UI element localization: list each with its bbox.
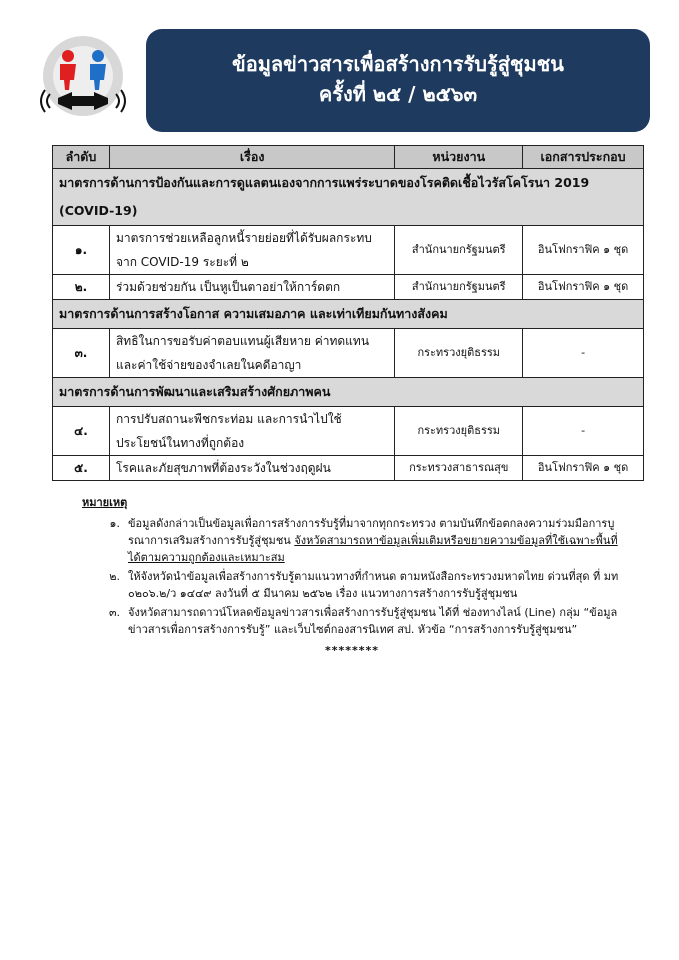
section-title: มาตรการด้านการป้องกันและการดูแลตนเองจากการแพร่ระบาดของโรคติดเชื้อไวรัสโคโรนา 2019 (COVID-19) <box>53 169 644 226</box>
row-attachment: อินโฟกราฟิค ๑ ชุด <box>523 456 644 481</box>
note-item <box>82 568 622 602</box>
notes-heading: หมายเหตุ <box>82 496 128 509</box>
title-banner <box>146 29 650 132</box>
row-number: ๒. <box>53 275 110 300</box>
row-topic: มาตรการช่วยเหลือลูกหนี้รายย่อยที่ได้รับผลกระทบจาก COVID-19 ระยะที่ ๒ <box>109 226 394 275</box>
note-number: ๑. <box>109 517 120 530</box>
col-header-topic: เรื่อง <box>109 146 394 169</box>
row-topic: การปรับสถานะพืชกระท่อม และการนำไปใช้ประโยชน์ในทางที่ถูกต้อง <box>109 407 394 456</box>
note-number: ๓. <box>108 606 120 619</box>
table-row <box>53 456 644 481</box>
note-item <box>82 515 622 566</box>
section-row <box>53 300 644 329</box>
note-number: ๒. <box>109 570 120 583</box>
row-number: ๔. <box>53 407 110 456</box>
row-agency: กระทรวงสาธารณสุข <box>395 456 523 481</box>
note-text: จังหวัดสามารถดาวน์โหลดข้อมูลข่าวสารเพื่อสร้างการรับรู้สู่ชุมชน ได้ที่ ช่องทางไลน์ (Line) กลุ่ม “ข้อมูลข่าวสารเพื่อการสร้างการรับรู้” และเว็บไซต์กองสารนิเทศ สป. หัวข้อ “การสร้างการรับรู้สู่ชุมชน” <box>128 606 618 636</box>
col-header-attachment: เอกสารประกอบ <box>523 146 644 169</box>
row-agency: กระทรวงยุติธรรม <box>395 329 523 378</box>
row-number: ๑. <box>53 226 110 275</box>
section-title: มาตรการด้านการสร้างโอกาส ความเสมอภาค และเท่าเทียมกันทางสังคม <box>53 300 644 329</box>
row-number: ๓. <box>53 329 110 378</box>
section-row <box>53 378 644 407</box>
row-agency: สำนักนายกรัฐมนตรี <box>395 275 523 300</box>
row-attachment: อินโฟกราฟิค ๑ ชุด <box>523 275 644 300</box>
note-text-main: ข้อมูลดังกล่าวเป็นข้อมูลเพื่อการสร้างการรับรู้ที่มาจากทุกกระทรวง ตามบันทึกข้อตกลงความร่วมมือการบูรณาการเสริมสร้างการรับรู้สู่ชุมชน <box>128 517 615 547</box>
row-agency: กระทรวงยุติธรรม <box>395 407 523 456</box>
table-header-row <box>53 146 644 169</box>
row-topic: โรคและภัยสุขภาพที่ต้องระวังในช่วงฤดูฝน <box>109 456 394 481</box>
note-text-underlined: จังหวัดสามารถหาข้อมูลเพิ่มเติมหรือขยายความข้อมูลที่ใช้เฉพาะพื้นที่ได้ตามความถูกต้องและเหมาะสม <box>128 534 618 564</box>
row-topic: สิทธิในการขอรับค่าตอบแทนผู้เสียหาย ค่าทดแทนและค่าใช้จ่ายของจำเลยในคดีอาญา <box>109 329 394 378</box>
row-attachment: - <box>523 329 644 378</box>
col-header-order: ลำดับ <box>53 146 110 169</box>
row-attachment: อินโฟกราฟิค ๑ ชุด <box>523 226 644 275</box>
note-text <box>128 515 622 566</box>
page-title: ข้อมูลข่าวสารเพื่อสร้างการรับรู้สู่ชุมชน <box>232 52 564 76</box>
logo <box>30 32 136 128</box>
row-number: ๕. <box>53 456 110 481</box>
note-text: ให้จังหวัดนำข้อมูลเพื่อสร้างการรับรู้ตามแนวทางที่กำหนด ตามหนังสือกระทรวงมหาดไทย ด่วนที่สุด ที่ มท ๐๒๐๖.๒/ว ๑๔๔๙ ลงวันที่ ๕ มีนาคม ๒๕๖๒ เรื่อง แนวทางการสร้างการรับรู้สู่ชุมชน <box>128 570 619 600</box>
row-agency: สำนักนายกรัฐมนตรี <box>395 226 523 275</box>
note-item <box>82 604 622 638</box>
table-row <box>53 275 644 300</box>
col-header-agency: หน่วยงาน <box>395 146 523 169</box>
end-mark: ******** <box>324 644 380 657</box>
row-topic: ร่วมด้วยช่วยกัน เป็นหูเป็นตาอย่าให้การ์ดตก <box>109 275 394 300</box>
page-subtitle: ครั้งที่ ๒๕ / ๒๕๖๓ <box>318 82 478 106</box>
logo-graphic <box>30 32 136 128</box>
section-title: มาตรการด้านการพัฒนาและเสริมสร้างศักยภาพคน <box>53 378 644 407</box>
table-row <box>53 329 644 378</box>
row-attachment: - <box>523 407 644 456</box>
info-table <box>52 145 644 481</box>
notes-section <box>82 494 622 659</box>
section-row <box>53 169 644 226</box>
table-row <box>53 407 644 456</box>
table-row <box>53 226 644 275</box>
